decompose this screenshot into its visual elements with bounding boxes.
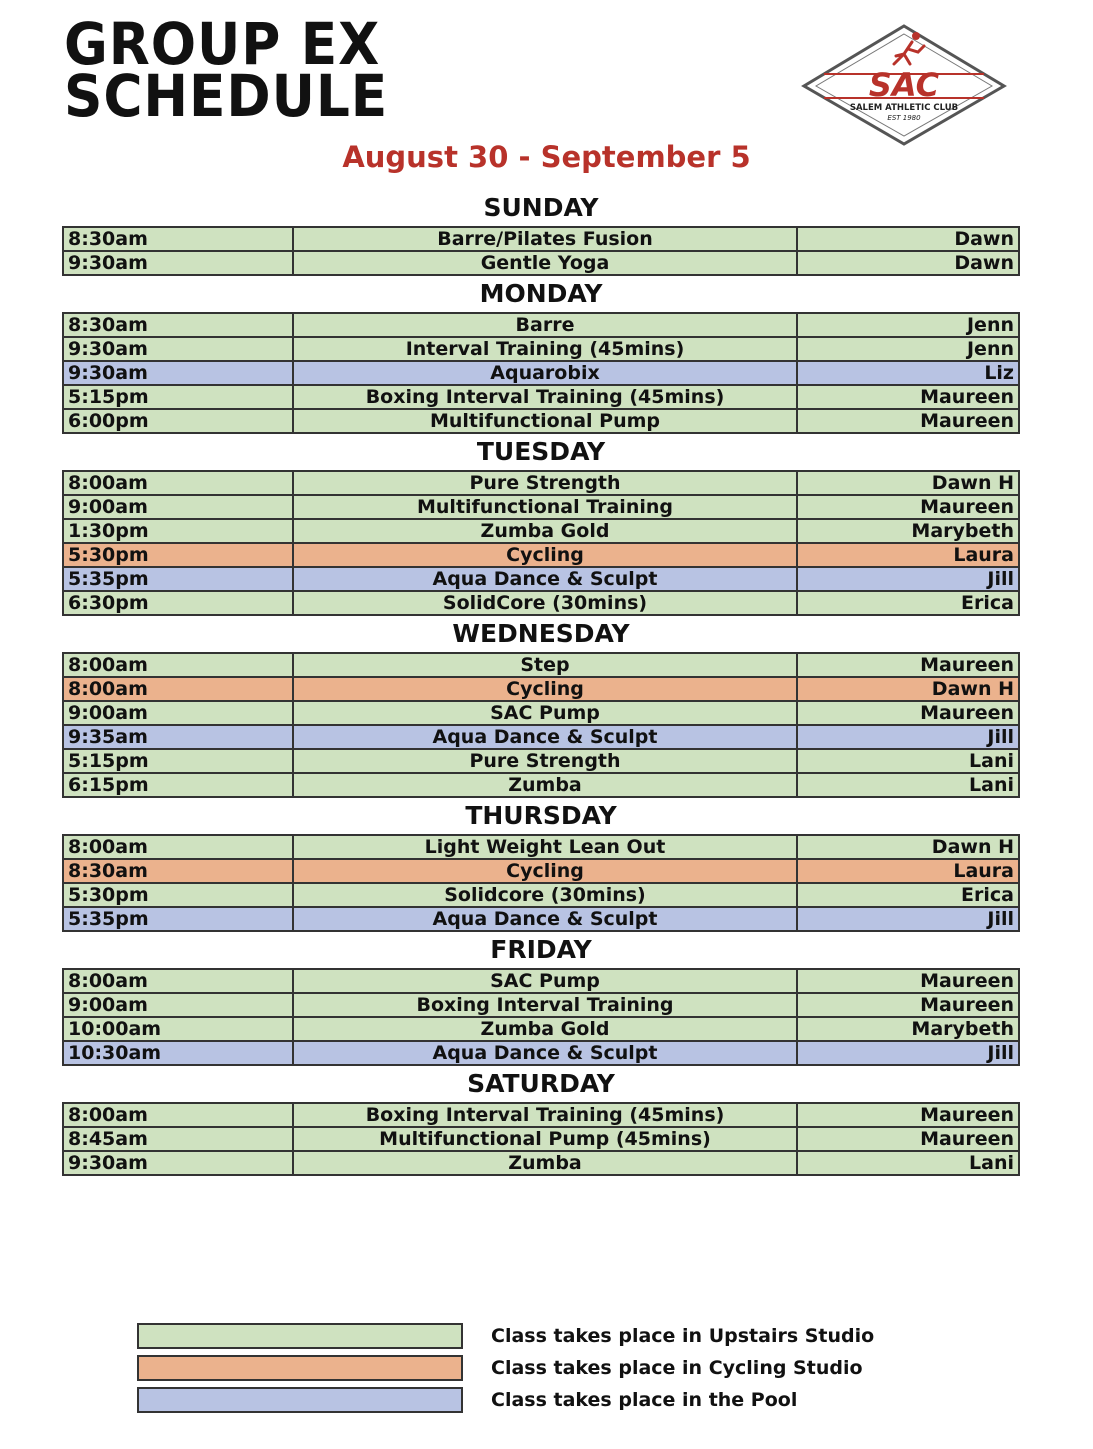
- class-name: Zumba Gold: [293, 1017, 797, 1041]
- class-row: [63, 1127, 1019, 1151]
- class-instructor: Erica: [797, 883, 1019, 907]
- class-name: Gentle Yoga: [293, 251, 797, 275]
- day-schedule-table: [62, 312, 1020, 434]
- day-heading: FRIDAY: [490, 935, 592, 964]
- class-time: 5:35pm: [63, 907, 293, 931]
- class-instructor: Maureen: [797, 1127, 1019, 1151]
- class-instructor: Dawn: [797, 227, 1019, 251]
- class-time: 8:30am: [63, 227, 293, 251]
- legend-item-cycling: [137, 1352, 874, 1384]
- class-row: [63, 385, 1019, 409]
- class-row: [63, 1041, 1019, 1065]
- class-time: 8:00am: [63, 835, 293, 859]
- class-name: Barre/Pilates Fusion: [293, 227, 797, 251]
- day-schedule-table: [62, 226, 1020, 276]
- class-time: 8:30am: [63, 313, 293, 337]
- class-name: Multifunctional Pump (45mins): [293, 1127, 797, 1151]
- class-row: [63, 495, 1019, 519]
- class-instructor: Maureen: [797, 1103, 1019, 1127]
- class-instructor: Jill: [797, 1041, 1019, 1065]
- class-instructor: Dawn: [797, 251, 1019, 275]
- class-instructor: Laura: [797, 543, 1019, 567]
- class-row: [63, 993, 1019, 1017]
- class-instructor: Dawn H: [797, 677, 1019, 701]
- class-row: [63, 835, 1019, 859]
- class-instructor: Lani: [797, 749, 1019, 773]
- class-name: Zumba: [293, 773, 797, 797]
- class-row: [63, 969, 1019, 993]
- class-instructor: Marybeth: [797, 519, 1019, 543]
- class-time: 9:00am: [63, 701, 293, 725]
- class-row: [63, 677, 1019, 701]
- sac-logo: [800, 22, 1008, 148]
- legend-label: Class takes place in Upstairs Studio: [491, 1325, 875, 1347]
- class-time: 5:15pm: [63, 749, 293, 773]
- class-name: Pure Strength: [293, 749, 797, 773]
- class-row: [63, 543, 1019, 567]
- class-name: Aqua Dance & Sculpt: [293, 1041, 797, 1065]
- day-schedule-table: [62, 470, 1020, 616]
- class-time: 9:30am: [63, 251, 293, 275]
- class-instructor: Dawn H: [797, 835, 1019, 859]
- title-line-2: SCHEDULE: [64, 62, 389, 130]
- class-name: Aqua Dance & Sculpt: [293, 907, 797, 931]
- class-row: [63, 907, 1019, 931]
- logo-club-name: SALEM ATHLETIC CLUB: [849, 103, 959, 113]
- class-instructor: Liz: [797, 361, 1019, 385]
- class-instructor: Lani: [797, 773, 1019, 797]
- date-range: August 30 - September 5: [342, 140, 751, 174]
- class-name: Aquarobix: [293, 361, 797, 385]
- class-row: [63, 725, 1019, 749]
- class-name: Step: [293, 653, 797, 677]
- legend-swatch: [137, 1355, 463, 1381]
- class-row: [63, 1103, 1019, 1127]
- class-time: 9:30am: [63, 361, 293, 385]
- class-row: [63, 883, 1019, 907]
- class-time: 8:00am: [63, 677, 293, 701]
- class-time: 5:30pm: [63, 543, 293, 567]
- class-name: Cycling: [293, 859, 797, 883]
- day-heading: WEDNESDAY: [452, 619, 630, 648]
- class-row: [63, 773, 1019, 797]
- class-instructor: Maureen: [797, 495, 1019, 519]
- day-heading: THURSDAY: [465, 801, 617, 830]
- class-row: [63, 859, 1019, 883]
- class-row: [63, 471, 1019, 495]
- class-time: 8:00am: [63, 1103, 293, 1127]
- class-name: SolidCore (30mins): [293, 591, 797, 615]
- class-row: [63, 591, 1019, 615]
- class-time: 10:00am: [63, 1017, 293, 1041]
- class-instructor: Maureen: [797, 409, 1019, 433]
- legend-swatch: [137, 1323, 463, 1349]
- class-time: 6:00pm: [63, 409, 293, 433]
- day-schedule-table: [62, 968, 1020, 1066]
- class-instructor: Erica: [797, 591, 1019, 615]
- class-time: 9:35am: [63, 725, 293, 749]
- class-name: Aqua Dance & Sculpt: [293, 725, 797, 749]
- day-schedule-table: [62, 834, 1020, 932]
- class-time: 8:00am: [63, 969, 293, 993]
- class-row: [63, 409, 1019, 433]
- class-instructor: Lani: [797, 1151, 1019, 1175]
- class-row: [63, 1151, 1019, 1175]
- class-time: 9:00am: [63, 993, 293, 1017]
- class-instructor: Laura: [797, 859, 1019, 883]
- class-row: [63, 337, 1019, 361]
- class-instructor: Maureen: [797, 385, 1019, 409]
- legend-label: Class takes place in Cycling Studio: [491, 1357, 863, 1379]
- class-name: Light Weight Lean Out: [293, 835, 797, 859]
- class-row: [63, 251, 1019, 275]
- class-time: 8:30am: [63, 859, 293, 883]
- class-row: [63, 361, 1019, 385]
- class-time: 10:30am: [63, 1041, 293, 1065]
- class-name: Interval Training (45mins): [293, 337, 797, 361]
- legend-swatch: [137, 1387, 463, 1413]
- class-row: [63, 313, 1019, 337]
- class-instructor: Dawn H: [797, 471, 1019, 495]
- class-time: 5:15pm: [63, 385, 293, 409]
- day-heading: SATURDAY: [467, 1069, 615, 1098]
- class-instructor: Maureen: [797, 653, 1019, 677]
- class-time: 1:30pm: [63, 519, 293, 543]
- class-time: 5:30pm: [63, 883, 293, 907]
- class-name: SAC Pump: [293, 701, 797, 725]
- logo-established: EST 1980: [887, 114, 921, 122]
- class-name: Boxing Interval Training (45mins): [293, 1103, 797, 1127]
- class-time: 5:35pm: [63, 567, 293, 591]
- class-instructor: Jill: [797, 725, 1019, 749]
- class-time: 6:15pm: [63, 773, 293, 797]
- day-heading: MONDAY: [479, 279, 603, 308]
- class-instructor: Maureen: [797, 993, 1019, 1017]
- class-time: 9:30am: [63, 337, 293, 361]
- legend-item-pool: [137, 1384, 874, 1416]
- class-time: 8:45am: [63, 1127, 293, 1151]
- class-row: [63, 653, 1019, 677]
- location-legend: [137, 1320, 874, 1416]
- class-row: [63, 701, 1019, 725]
- schedule-days: [62, 190, 1020, 1176]
- title-line-1: GROUP EX: [64, 10, 381, 78]
- class-name: Barre: [293, 313, 797, 337]
- day-heading: TUESDAY: [476, 437, 606, 466]
- day-schedule-table: [62, 652, 1020, 798]
- class-row: [63, 1017, 1019, 1041]
- class-row: [63, 519, 1019, 543]
- class-name: Aqua Dance & Sculpt: [293, 567, 797, 591]
- class-row: [63, 567, 1019, 591]
- class-instructor: Jenn: [797, 313, 1019, 337]
- class-name: Boxing Interval Training: [293, 993, 797, 1017]
- class-instructor: Jenn: [797, 337, 1019, 361]
- class-name: Multifunctional Training: [293, 495, 797, 519]
- class-instructor: Maureen: [797, 701, 1019, 725]
- class-time: 9:00am: [63, 495, 293, 519]
- class-name: Zumba Gold: [293, 519, 797, 543]
- class-instructor: Marybeth: [797, 1017, 1019, 1041]
- class-name: Boxing Interval Training (45mins): [293, 385, 797, 409]
- class-name: Solidcore (30mins): [293, 883, 797, 907]
- logo-wordmark: SAC: [868, 66, 940, 104]
- class-instructor: Jill: [797, 567, 1019, 591]
- class-name: Zumba: [293, 1151, 797, 1175]
- class-instructor: Maureen: [797, 969, 1019, 993]
- class-time: 9:30am: [63, 1151, 293, 1175]
- class-time: 8:00am: [63, 653, 293, 677]
- legend-label: Class takes place in the Pool: [491, 1389, 798, 1411]
- class-name: SAC Pump: [293, 969, 797, 993]
- class-name: Cycling: [293, 543, 797, 567]
- day-schedule-table: [62, 1102, 1020, 1176]
- class-row: [63, 227, 1019, 251]
- class-time: 6:30pm: [63, 591, 293, 615]
- class-row: [63, 749, 1019, 773]
- class-time: 8:00am: [63, 471, 293, 495]
- legend-item-upstairs: [137, 1320, 874, 1352]
- day-heading: SUNDAY: [483, 193, 599, 222]
- class-name: Multifunctional Pump: [293, 409, 797, 433]
- schedule-title: [64, 10, 389, 130]
- class-name: Pure Strength: [293, 471, 797, 495]
- class-instructor: Jill: [797, 907, 1019, 931]
- class-name: Cycling: [293, 677, 797, 701]
